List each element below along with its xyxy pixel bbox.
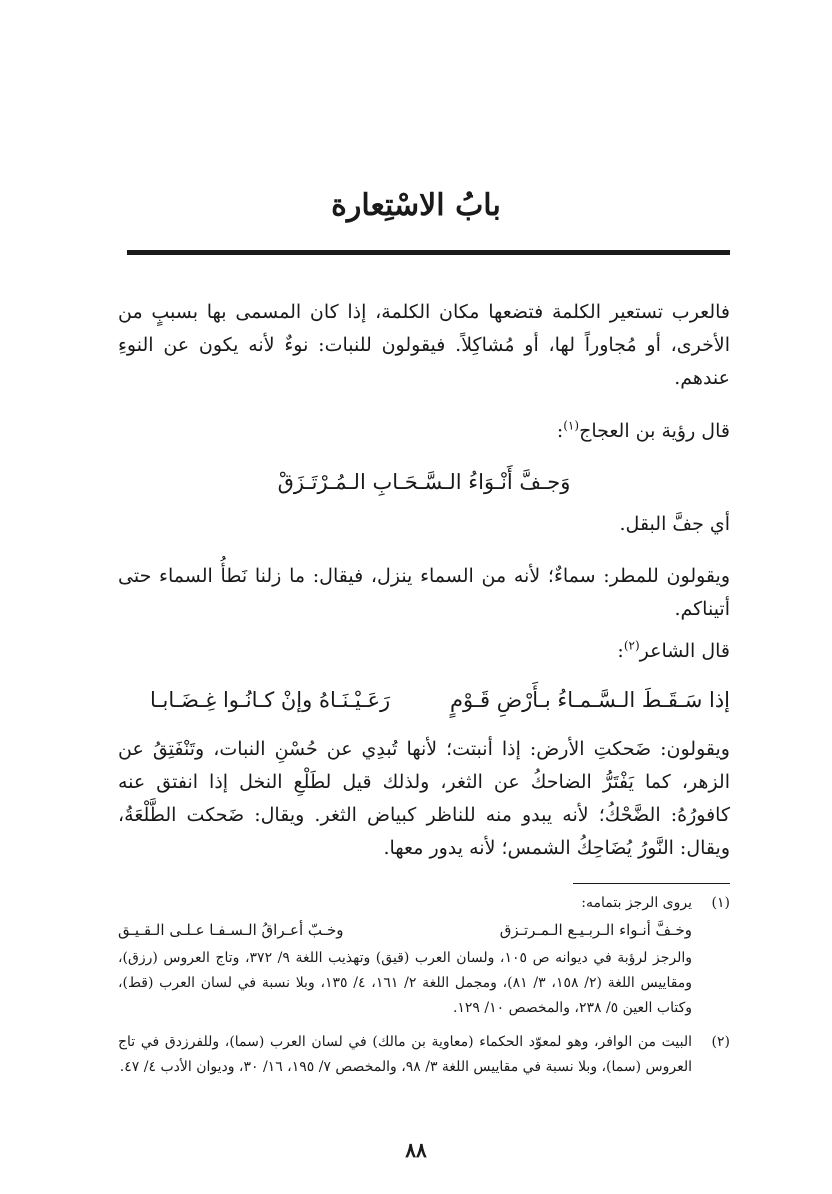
verse-line-1: وَجـفَّ أَنْـوَاءُ الـسَّـحَـابِ الـمُـرْتَـزَقْ: [277, 470, 571, 494]
footnote-ref-1[interactable]: (١): [563, 418, 580, 433]
footnote-body: [118, 891, 692, 1021]
quote-attribution: قال الشاعر: [639, 640, 730, 662]
verse-first-hemistich: إذا سَـقَـطَ الـسَّـمـاءُ بـأَرْضِ قَـوْمٍ: [450, 688, 730, 712]
title-underline: [127, 250, 730, 255]
paragraph-rain: ويقولون للمطر: سماءٌ؛ لأنه من السماء ينزل، فيقال: ما زلنا نَطأُ السماء حتى أتيناكم.: [118, 565, 730, 620]
footnote-number: (١): [711, 895, 730, 911]
footnote-separator: [573, 883, 730, 884]
footnote-number: (٢): [711, 1034, 730, 1050]
footnote-1: [118, 891, 730, 1031]
footnote-verse-second: وخـبّ أعـراقُ الـسـفـا عـلـى الـقـيـق: [118, 921, 344, 939]
paragraph-ruba-quote: [118, 415, 730, 448]
paragraph-intro: فالعرب تستعير الكلمة فتضعها مكان الكلمة، إذا كان المسمى بها بسببٍ من الأخرى، أو مُجاوراً لها، أو مُشاكِلاً. فيقولون للنبات: نوءٌ لأنه يكون عن النوءِ عندهم.: [118, 301, 730, 389]
paragraph-gloss: أي جفَّ البقل.: [619, 513, 730, 535]
verse-second-hemistich: رَعَـيْـنَـاهُ وإنْ كـانُـوا غِـضَـابـا: [150, 688, 391, 712]
footnote-verse-first: وخـفَّ أنـواء الـربـيـع الـمـرتـزق: [499, 921, 692, 939]
page-number: ٨٨: [405, 1138, 427, 1162]
chapter-title: بابُ الاسْتِعارة: [331, 188, 501, 223]
colon: :: [617, 640, 624, 662]
colon: :: [556, 420, 564, 442]
verse-line-2: [150, 682, 730, 718]
footnote-citation: والرجز لرؤبة في ديوانه ص ١٠٥، ولسان العرب (قيق) وتهذيب اللغة ٩/ ٣٧٢، وتاج العروس (رزق)، ومقاييس اللغة (٢/ ١٥٨، ٣/ ٨١)، ومجمل اللغة ٢/ ١٦١، ٤/ ١٣٥، وبلا نسبة في لسان العرب (قط)، وكتاب العين ٥/ ٢٣٨، والمخصص ١٠/ ١٢٩.: [118, 950, 693, 1016]
footnote-intro: يروى الرجز بتمامه:: [581, 895, 692, 911]
paragraph-poet-quote: [118, 635, 730, 668]
paragraph-laughter: ويقولون: ضَحكتِ الأرض: إذا أنبتت؛ لأنها تُبدِي عن حُسْنِ النبات، وتَنْفَتِقُ عن الزهر، كما يَفْتَرُّ الضاحكُ عن الثغر، ولذلك قيل لطَلْعِ النخل إذا انفتق عنه كافورُهُ: الضَّحْكُ؛ لأنه يبدو منه للناظر كبياض الثغر. ويقال: ضَحكت الطَّلْعَةُ، ويقال: النَّورُ يُضَاحِكُ الشمس؛ لأنه يدور معها.: [118, 738, 730, 859]
footnote-2: [118, 1030, 730, 1110]
footnote-verse: [118, 918, 692, 944]
footnote-ref-2[interactable]: (٢): [623, 638, 640, 653]
quote-attribution: قال رؤية بن العجاج: [579, 420, 730, 442]
footnote-citation: البيت من الوافر، وهو لمعوّد الحكماء (معاوية بن مالك) في لسان العرب (سما)، وللفرزدق في تاج العروس (سما)، وبلا نسبة في مقاييس اللغة ٣/ ٩٨، والمخصص ٧/ ١٩٥، ١٦/ ٣٠، وديوان الأدب ٤/ ٤٧.: [118, 1034, 692, 1075]
